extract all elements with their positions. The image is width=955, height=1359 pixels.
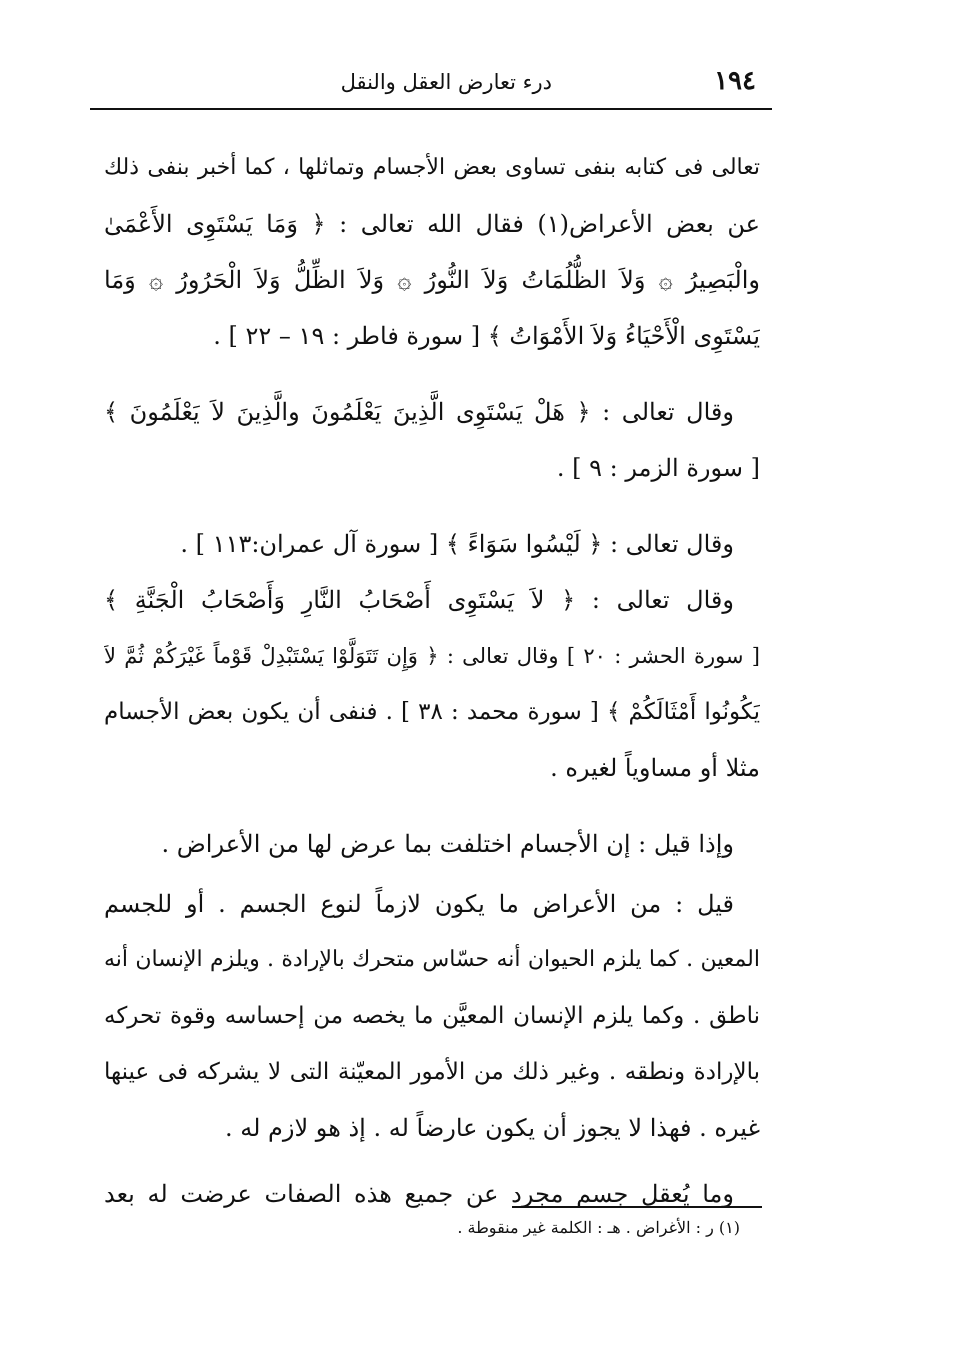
paragraph-gap [104, 496, 760, 516]
text-line: وقال تعالى : ﴿ هَلْ يَسْتَوِى الَّذِينَ يَعْلَمُونَ والَّذِينَ لاَ يَعْلَمُونَ ﴾ [104, 398, 734, 426]
text-line: تعالى فى كتابه بنفى تساوى بعض الأجسام وتماثلها ، كما أخبر بنفى ذلك [104, 155, 760, 180]
text-line: يَكُونُوا أَمْثَالَكُمْ ﴾ [ سورة محمد : ٣٨ ] . فنفى أن يكون بعض الأجسام [104, 699, 760, 725]
text-line: [ سورة الزمر : ٩ ] . [556, 454, 760, 482]
header-rule [90, 108, 772, 110]
text-line: ناطق . وكما يلزم الإنسان المعيَّن ما يخصه من إحساسه وقوة تحركه [104, 1003, 760, 1029]
running-title: درء تعارض العقل والنقل [340, 70, 552, 94]
text-line: وما يُعقل جسم مجرد عن جميع هذه الصفات عرضت له بعد [104, 1180, 734, 1208]
text-line: قيل : من الأعراض ما يكون لازماً لنوع الجسم . أو للجسم [104, 890, 734, 918]
text-line: وقال تعالى : ﴿ لَيْسُوا سَوَاءً ﴾ [ سورة آل عمران:١١٣ ] . [180, 530, 734, 558]
page-number: ١٩٤ [714, 66, 756, 96]
footnote: (١) ر : الأغراض . هـ : الكلمة غير منقوطة . [457, 1218, 740, 1237]
text-line: عن بعض الأعراض(١) فقال الله تعالى : ﴿ وَمَا يَسْتَوِى الأَعْمَىٰ [104, 210, 760, 238]
footnote-rule [512, 1206, 762, 1208]
text-line: غيره . فهذا لا يجوز أن يكون عارضاً له . إذ هو لازم له . [224, 1114, 760, 1142]
text-line: المعين . كما يلزم الحيوان أنه حسّاس متحرك بالإرادة . ويلزم الإنسان أنه [104, 947, 760, 972]
paragraph-gap [104, 796, 760, 816]
text-line: بالإرادة ونطقه . وغير ذلك من الأمور المعيّنة التى لا يشركه فى عينها [104, 1059, 760, 1085]
paragraph-gap [104, 1156, 760, 1166]
paragraph-gap [104, 364, 760, 384]
text-line: والْبَصِيرُ ۞ وَلاَ الظُّلُمَاتُ وَلاَ النُّورُ ۞ وَلاَ الظِّلُّ وَلاَ الْحَرُورُ ۞ وَمَا [104, 266, 760, 294]
text-line: [ سورة الحشر : ٢٠ ] وقال تعالى : ﴿ وَإِن تَتَوَلَّوْا يَسْتَبْدِلْ قَوْماً غَيْرَكُمْ ثُمَّ لاَ [104, 644, 760, 668]
text-line: وإذا قيل : إن الأجسام اختلفت بما عرض لها من الأعراض . [161, 830, 734, 858]
text-line: يَسْتَوِى الْأَحْيَاءُ وَلاَ الأَمْوَاتُ ﴾ [ سورة فاطر : ١٩ – ٢٢ ] . [213, 322, 760, 350]
text-line: وقال تعالى : ﴿ لاَ يَسْتَوِى أَصْحَابُ النَّارِ وَأَصْحَابُ الْجَنَّةِ ﴾ [104, 586, 734, 614]
text-line: مثلا أو مساوياً لغيره . [550, 754, 760, 782]
page-header [92, 60, 772, 104]
main-text [104, 140, 760, 1222]
